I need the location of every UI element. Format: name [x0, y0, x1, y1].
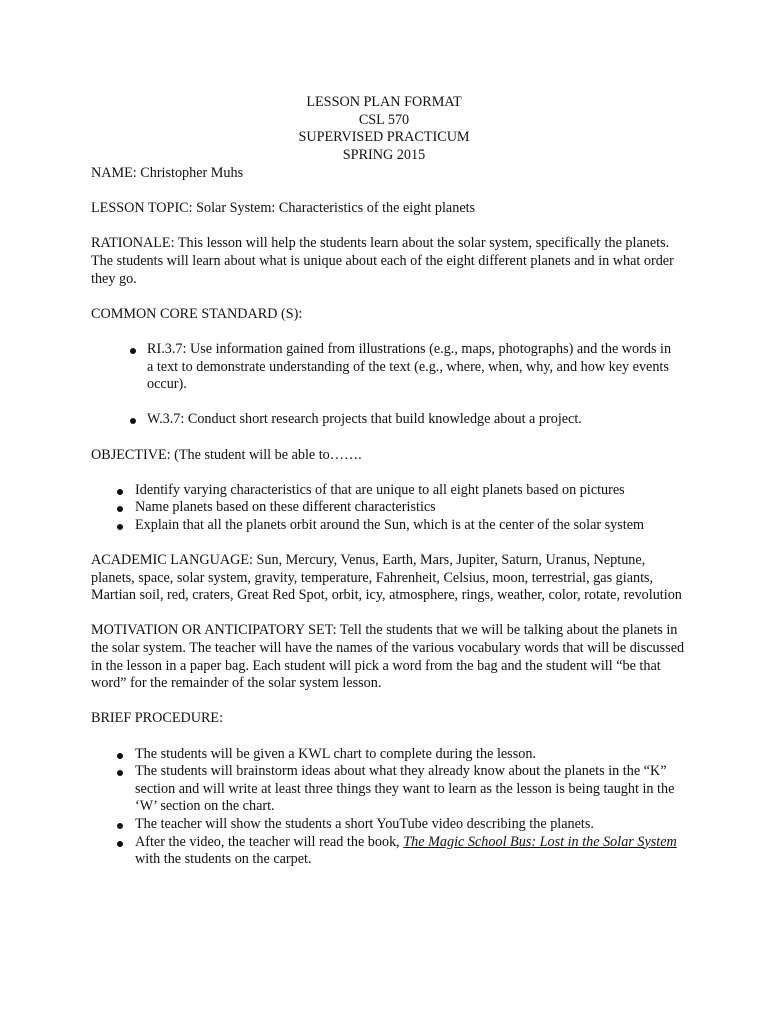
header-course: CSL 570: [358, 111, 410, 128]
procedure-heading: BRIEF PROCEDURE:: [91, 710, 224, 727]
bullet-icon: [117, 823, 123, 829]
bullet-icon: [130, 418, 136, 424]
rationale: RATIONALE: This lesson will help the students learn about the solar system, specifically the planets. The students will learn about what is unique about each of the eight different planets and in what order they go.: [91, 235, 674, 287]
bullet-icon: [117, 506, 123, 512]
document-body: [91, 165, 691, 869]
list-item: [117, 763, 682, 816]
bullet-icon: [117, 753, 123, 759]
standards-heading: COMMON CORE STANDARD (S):: [91, 305, 303, 322]
standards-list: [130, 341, 675, 429]
bullet-icon: [117, 524, 123, 530]
name-line: NAME: Christopher Muhs: [91, 165, 244, 181]
procedure-step-text: with the students on the carpet.: [135, 851, 312, 868]
academic-language: ACADEMIC LANGUAGE: Sun, Mercury, Venus, Earth, Mars, Jupiter, Saturn, Uranus, Neptune, planets, space, solar system, gravity, temperature, Fahrenheit, Celsius, moon, terrestrial, gas giants, Martian soil, red, craters, Great Red Spot, orbit, icy, atmosphere, rings, weather, color, rotate, revolution: [91, 552, 682, 604]
list-item: [117, 816, 682, 834]
objective-text: Explain that all the planets orbit around the Sun, which is at the center of the solar system: [135, 516, 645, 533]
standard-w-3-7: W.3.7: Conduct short research projects that build knowledge about a project.: [147, 411, 582, 428]
procedure-step: The teacher will show the students a short YouTube video describing the planets.: [135, 815, 594, 832]
motivation: MOTIVATION OR ANTICIPATORY SET: Tell the students that we will be talking about the planets in the solar system. The teacher will have the names of the various vocabulary words that will be discussed in the lesson in a paper bag. Each student will pick a word from the bag and the student will “be that word” for the remainder of the solar system lesson.: [91, 622, 685, 692]
list-item: [130, 341, 675, 394]
lesson-topic: LESSON TOPIC: Solar System: Characteristics of the eight planets: [91, 200, 476, 217]
header-term: SPRING 2015: [342, 146, 426, 163]
objective-text: Name planets based on these different characteristics: [135, 499, 436, 516]
book-title: The Magic School Bus: Lost in the Solar System: [403, 833, 677, 850]
objective-text: Identify varying characteristics of that are unique to all eight planets based on pictures: [135, 481, 625, 498]
list-item: [117, 517, 682, 535]
bullet-icon: [130, 348, 136, 354]
procedure-step-text: After the video, the teacher will read the book,: [135, 833, 404, 850]
document-header: [0, 94, 768, 164]
list-item: [117, 834, 682, 869]
procedure-list: [117, 746, 682, 869]
bullet-icon: [117, 770, 123, 776]
procedure-step: The students will brainstorm ideas about what they already know about the planets in the “K” section and will write at least three things they want to learn as the lesson is being taught in the ‘W’ section on the chart.: [135, 763, 675, 815]
list-item: [117, 746, 682, 764]
list-item: [117, 499, 682, 517]
bullet-icon: [117, 841, 123, 847]
header-practicum: SUPERVISED PRACTICUM: [298, 129, 470, 146]
objective-heading: OBJECTIVE: (The student will be able to…….: [91, 446, 362, 463]
list-item: [130, 411, 675, 429]
header-title: LESSON PLAN FORMAT: [306, 94, 462, 110]
standard-ri-3-7: RI.3.7: Use information gained from illustrations (e.g., maps, photographs) and the words in a text to demonstrate understanding of the text (e.g., where, when, why, and how key events occur).: [147, 340, 672, 393]
list-item: [117, 482, 682, 500]
objectives-list: [117, 482, 682, 535]
procedure-step: The students will be given a KWL chart to complete during the lesson.: [135, 745, 536, 762]
bullet-icon: [117, 489, 123, 495]
